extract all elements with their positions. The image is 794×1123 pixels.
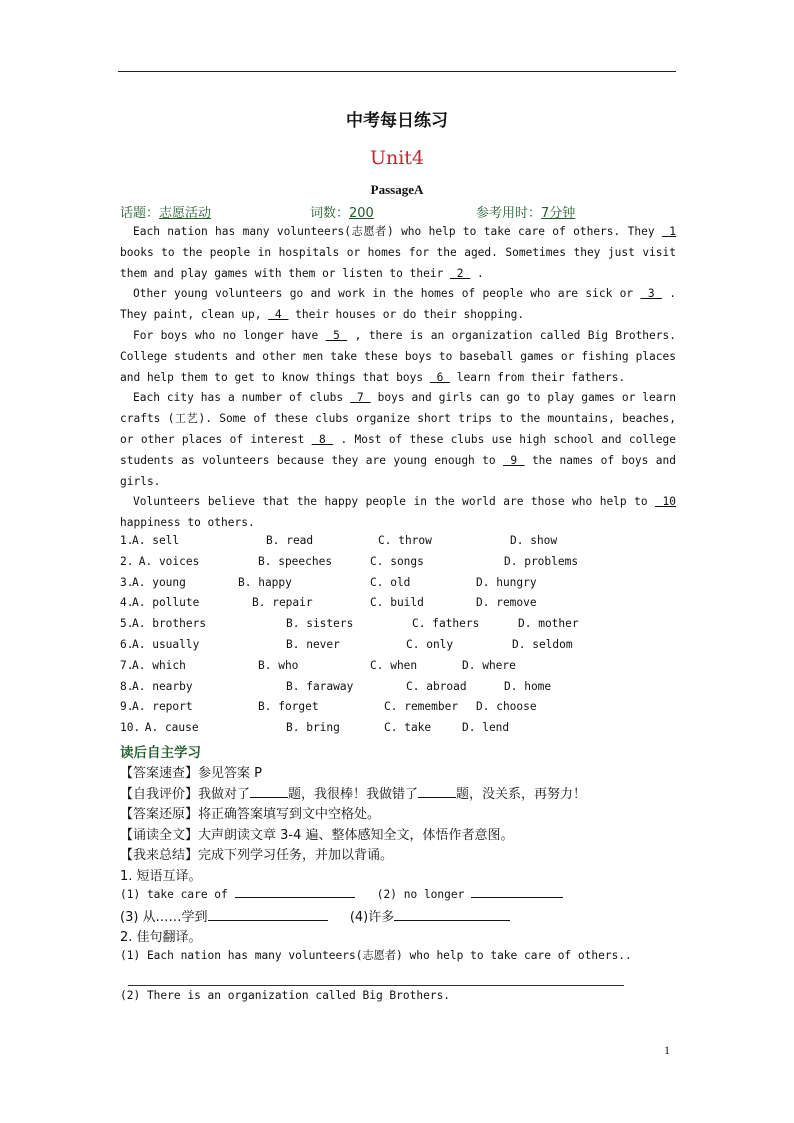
question-number: 3.	[120, 575, 134, 589]
text: Each city has a number of clubs	[133, 391, 351, 405]
option-c[interactable]: C. throw	[378, 534, 432, 547]
text: .	[470, 266, 484, 280]
text: . Most of these clubs use high school and college students as volunteers because they are young enough to	[120, 432, 676, 467]
option-d[interactable]: D. show	[510, 534, 558, 547]
blank-7: 7	[350, 391, 371, 405]
option-d[interactable]: D. problems	[504, 554, 579, 568]
option-a[interactable]: A. brothers	[132, 617, 207, 631]
option-d[interactable]: D. where	[462, 658, 516, 672]
paragraph-1	[120, 222, 676, 284]
words-label: 词数：	[310, 206, 350, 221]
tag: 【诵读全文】	[120, 827, 199, 843]
topic-field	[120, 202, 211, 221]
text: their houses or do their shopping.	[288, 308, 525, 322]
tag: 【自我评价】	[120, 786, 199, 802]
words-value: 200	[349, 206, 374, 221]
option-a[interactable]: A. which	[132, 658, 186, 672]
unit-title: Unit4	[369, 147, 425, 169]
text: 参见答案 P	[198, 766, 262, 781]
tag: 【我来总结】	[120, 848, 199, 863]
answer-line[interactable]	[128, 985, 624, 986]
summary-line	[120, 844, 680, 865]
text: , there is an organization called Big Brothers. College students and other men take these boys to baseball games or fishing places and help them to get to know things that boys	[120, 328, 676, 384]
option-d[interactable]: D. home	[504, 679, 552, 693]
option-b[interactable]: B. repair	[252, 596, 313, 610]
option-b[interactable]: B. bring	[286, 721, 340, 735]
time-field	[476, 202, 575, 221]
phrase-row-2	[120, 906, 680, 927]
answer-check-line	[120, 762, 680, 783]
blank-6: 6	[429, 370, 451, 384]
option-b[interactable]: B. forget	[258, 700, 319, 714]
option-b[interactable]: B. read	[266, 534, 314, 547]
blank-4: 4	[268, 308, 289, 322]
option-a[interactable]: A. report	[132, 700, 193, 714]
option-c[interactable]: C. songs	[370, 554, 424, 568]
option-a[interactable]: A. pollute	[132, 596, 200, 610]
study-heading: 读后自主学习	[120, 745, 201, 761]
option-a[interactable]: A. voices	[132, 554, 200, 568]
blank-8: 8	[311, 432, 334, 446]
blank-10: 10	[655, 495, 676, 509]
phrase-2: (2) no longer	[376, 888, 472, 901]
text: happiness to others.	[120, 516, 255, 530]
meta-row	[120, 202, 680, 222]
blank-5: 5	[325, 328, 348, 342]
option-d[interactable]: D. hungry	[476, 575, 537, 589]
option-c[interactable]: C. build	[370, 596, 424, 610]
phrase-1-blank[interactable]	[235, 885, 355, 898]
paragraph-4	[120, 388, 676, 492]
time-label: 参考用时：	[476, 206, 542, 221]
answer-restore-line	[120, 803, 680, 824]
paragraph-2	[120, 284, 676, 326]
option-b[interactable]: B. never	[286, 637, 340, 651]
question-number: 9.	[120, 700, 134, 714]
option-d[interactable]: D. remove	[476, 596, 537, 610]
option-b[interactable]: B. speeches	[258, 554, 333, 568]
option-d[interactable]: D. lend	[462, 721, 510, 735]
option-a[interactable]: A. young	[132, 575, 186, 589]
translate-task-heading: 2. 佳句翻译。	[120, 930, 202, 945]
text: 题，没关系，再努力！	[456, 786, 587, 802]
header-rule	[118, 71, 676, 72]
option-d[interactable]: D. choose	[476, 700, 537, 714]
text: 将正确答案填写到文中空格处。	[198, 807, 381, 822]
text: the names of boys and girls.	[120, 453, 676, 488]
page-title: 中考每日练习	[346, 111, 448, 131]
text: 我做对了	[198, 786, 251, 802]
study-section	[120, 741, 680, 1010]
text: boys and girls can go to play games or learn crafts (工艺). Some of these clubs organize short trips to the mountains, beaches, or other places of interest	[120, 391, 676, 446]
option-c[interactable]: C. only	[406, 637, 454, 651]
option-c[interactable]: C. fathers	[412, 617, 480, 631]
question-number: 4.	[120, 596, 134, 610]
option-a[interactable]: A. cause	[138, 721, 199, 735]
self-eval-line	[120, 783, 680, 804]
option-c[interactable]: C. when	[370, 658, 418, 672]
translate-sentence-1: (1) Each nation has many volunteers(志愿者) who help to take care of others..	[120, 948, 632, 962]
phrase-3: (3) 从……学到	[120, 909, 208, 925]
text: 大声朗读文章 3-4 遍、整体感知全文，体悟作者意图。	[198, 827, 514, 843]
topic-label: 话题：	[120, 206, 160, 221]
phrase-row-1	[120, 885, 680, 906]
text: Each nation has many volunteers(志愿者) who help to take care of others. They	[133, 225, 662, 238]
text: Volunteers believe that the happy people in the world are those who help to	[133, 495, 656, 509]
text: . They paint, clean up,	[120, 287, 676, 322]
correct-count-blank[interactable]	[250, 785, 288, 798]
passage-title: PassageA	[370, 182, 424, 197]
option-b[interactable]: B. faraway	[286, 679, 354, 693]
option-a[interactable]: A. nearby	[132, 679, 193, 693]
question-number: 8.	[120, 679, 134, 693]
phrase-2-blank[interactable]	[471, 885, 563, 898]
phrase-4-blank[interactable]	[394, 908, 510, 921]
option-c[interactable]: C. old	[370, 575, 411, 589]
option-c[interactable]: C. take	[384, 721, 432, 735]
recite-line	[120, 824, 680, 845]
option-b[interactable]: B. who	[258, 658, 299, 672]
question-number: 10.	[120, 721, 141, 735]
phrase-4: (4)许多	[349, 909, 395, 925]
text: Other young volunteers go and work in the homes of people who are sick or	[133, 287, 641, 301]
text: For boys who no longer have	[133, 328, 326, 342]
option-d[interactable]: D. seldom	[512, 637, 573, 651]
paragraph-5	[120, 492, 676, 534]
blank-1: 1	[661, 225, 676, 238]
text: 完成下列学习任务，并加以背诵。	[198, 848, 394, 863]
question-number: 2.	[120, 554, 134, 568]
question-number: 5.	[120, 617, 134, 631]
wrong-count-blank[interactable]	[418, 785, 456, 798]
phrase-task-heading: 1. 短语互译。	[120, 868, 202, 884]
option-b[interactable]: B. happy	[238, 575, 292, 589]
paragraph-3	[120, 326, 676, 388]
question-number: 7.	[120, 658, 134, 672]
topic-value: 志愿活动	[159, 206, 212, 221]
text: books to the people in hospitals or homes for the aged. Sometimes they just visit them and play games with them or listen to their	[120, 245, 676, 280]
option-c[interactable]: C. abroad	[406, 679, 467, 693]
passage-body	[120, 222, 676, 534]
blank-3: 3	[640, 287, 662, 301]
translate-sentence-2: (2) There is an organization called Big Brothers.	[120, 989, 451, 1002]
question-number: 1.	[120, 534, 134, 547]
blank-9: 9	[503, 453, 525, 467]
option-a[interactable]: A. sell	[132, 534, 180, 547]
time-value: 7分钟	[541, 206, 576, 221]
text: learn from their fathers.	[450, 370, 626, 384]
tag: 【答案还原】	[120, 807, 199, 822]
option-a[interactable]: A. usually	[132, 637, 200, 651]
phrase-1: (1) take care of	[120, 888, 235, 901]
phrase-3-blank[interactable]	[208, 908, 328, 921]
text: 题，我很棒！我做错了	[288, 786, 419, 802]
option-d[interactable]: D. mother	[518, 617, 579, 631]
option-b[interactable]: B. sisters	[286, 617, 354, 631]
words-field	[310, 202, 374, 221]
question-number: 6.	[120, 637, 134, 651]
option-c[interactable]: C. remember	[384, 700, 459, 714]
page-number: 1	[664, 1043, 670, 1057]
tag: 【答案速查】	[120, 766, 199, 781]
blank-2: 2	[450, 266, 471, 280]
